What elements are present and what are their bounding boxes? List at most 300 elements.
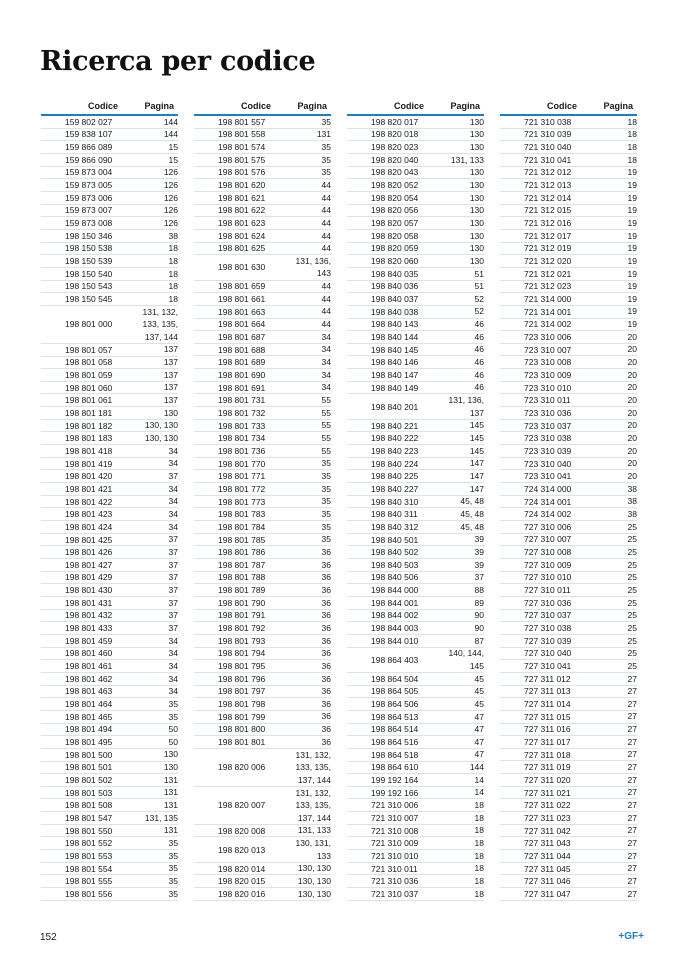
page-reference: 144 bbox=[469, 762, 484, 773]
table-row bbox=[347, 167, 484, 180]
product-code: 198 801 689 bbox=[218, 357, 266, 368]
product-code: 721 312 019 bbox=[524, 243, 572, 254]
table-row bbox=[347, 546, 484, 559]
page-reference: 137 bbox=[163, 382, 178, 393]
page-reference: 39 bbox=[474, 546, 484, 557]
page-reference: 25 bbox=[627, 572, 637, 583]
page-reference: 52 bbox=[474, 306, 484, 317]
page-reference: 46 bbox=[474, 319, 484, 330]
table-row bbox=[347, 154, 484, 167]
table-row bbox=[41, 686, 178, 699]
gf-logo: +GF+ bbox=[618, 931, 644, 942]
table-row bbox=[347, 610, 484, 623]
product-code: 727 310 036 bbox=[524, 597, 572, 608]
table-row bbox=[41, 546, 178, 559]
table-row bbox=[41, 534, 178, 547]
page-reference: 35 bbox=[321, 496, 331, 507]
page-reference: 45, 48 bbox=[460, 508, 484, 519]
product-code: 198 864 504 bbox=[371, 673, 419, 684]
product-code: 198 801 793 bbox=[218, 635, 266, 646]
product-code: 723 310 037 bbox=[524, 420, 572, 431]
product-code: 721 310 011 bbox=[371, 863, 418, 874]
product-code: 721 312 015 bbox=[524, 205, 572, 216]
table-row bbox=[347, 508, 484, 521]
column-header bbox=[500, 99, 637, 116]
table-row bbox=[41, 382, 178, 395]
table-row bbox=[347, 331, 484, 344]
page-reference: 130 bbox=[469, 205, 484, 216]
product-code: 727 311 019 bbox=[524, 762, 571, 773]
page-reference: 25 bbox=[627, 546, 637, 557]
page-reference: 27 bbox=[627, 888, 637, 899]
table-row bbox=[41, 622, 178, 635]
table-row bbox=[194, 458, 331, 471]
product-code: 727 311 013 bbox=[524, 686, 571, 697]
page-reference: 20 bbox=[627, 433, 637, 444]
table-row bbox=[41, 635, 178, 648]
table-row bbox=[500, 243, 637, 256]
product-code: 198 801 576 bbox=[218, 167, 266, 178]
page-reference: 130 bbox=[469, 217, 484, 228]
table-row bbox=[194, 407, 331, 420]
table-row bbox=[500, 432, 637, 445]
product-code: 198 840 223 bbox=[371, 445, 419, 456]
product-code: 198 801 796 bbox=[218, 673, 266, 684]
product-code: 727 310 041 bbox=[524, 661, 572, 672]
product-code: 198 801 731 bbox=[218, 395, 266, 406]
page-reference: 15 bbox=[168, 141, 178, 152]
page-reference: 18 bbox=[627, 116, 637, 127]
table-row bbox=[41, 407, 178, 420]
product-code: 721 314 002 bbox=[524, 319, 572, 330]
page-reference: 27 bbox=[627, 724, 637, 735]
page-title: Ricerca per codice bbox=[40, 46, 316, 77]
table-row bbox=[347, 711, 484, 724]
page-reference: 131 bbox=[163, 800, 178, 811]
table-row bbox=[500, 154, 637, 167]
product-code: 727 310 038 bbox=[524, 623, 572, 634]
table-row bbox=[41, 293, 178, 306]
table-row bbox=[347, 875, 484, 888]
product-code: 198 820 040 bbox=[371, 154, 419, 165]
product-code: 727 310 009 bbox=[524, 559, 572, 570]
table-row bbox=[347, 205, 484, 218]
page-reference: 55 bbox=[321, 433, 331, 444]
product-code: 198 840 149 bbox=[371, 382, 419, 393]
product-code: 198 801 057 bbox=[65, 344, 113, 355]
table-row bbox=[194, 281, 331, 294]
table-row bbox=[194, 192, 331, 205]
product-code: 723 310 009 bbox=[524, 369, 572, 380]
product-code: 159 873 008 bbox=[65, 218, 113, 229]
page-reference: 44 bbox=[321, 306, 331, 317]
table-row bbox=[347, 648, 484, 673]
table-row bbox=[500, 344, 637, 357]
product-code: 721 314 001 bbox=[524, 306, 572, 317]
table-row bbox=[500, 508, 637, 521]
product-code: 727 311 045 bbox=[524, 863, 571, 874]
table-row bbox=[194, 635, 331, 648]
product-code: 727 310 006 bbox=[524, 521, 572, 532]
page-reference: 131, 132, 133, 135, 137, 144 bbox=[142, 306, 178, 342]
product-code: 723 310 039 bbox=[524, 445, 572, 456]
table-row bbox=[194, 508, 331, 521]
page-header: Pagina bbox=[297, 101, 327, 111]
product-code: 198 801 461 bbox=[65, 661, 113, 672]
product-code: 198 801 788 bbox=[218, 572, 266, 583]
product-code: 198 801 419 bbox=[65, 458, 113, 469]
product-code: 198 801 736 bbox=[218, 445, 266, 456]
product-code: 198 840 147 bbox=[371, 369, 419, 380]
product-code: 198 820 058 bbox=[371, 230, 419, 241]
table-row bbox=[194, 483, 331, 496]
page-number: 152 bbox=[40, 932, 57, 943]
page-reference: 25 bbox=[627, 597, 637, 608]
product-code: 723 310 041 bbox=[524, 471, 572, 482]
product-code: 198 840 222 bbox=[371, 433, 419, 444]
page-reference: 18 bbox=[168, 293, 178, 304]
table-row bbox=[194, 344, 331, 357]
product-code: 198 820 043 bbox=[371, 167, 419, 178]
product-code: 198 801 433 bbox=[65, 623, 113, 634]
table-row bbox=[41, 736, 178, 749]
table-row bbox=[500, 559, 637, 572]
page-reference: 35 bbox=[321, 154, 331, 165]
table-row bbox=[500, 635, 637, 648]
table-row bbox=[194, 622, 331, 635]
table-row bbox=[347, 230, 484, 243]
product-code: 198 801 659 bbox=[218, 281, 266, 292]
page-reference: 25 bbox=[627, 521, 637, 532]
product-code: 723 310 036 bbox=[524, 407, 572, 418]
page-reference: 38 bbox=[627, 483, 637, 494]
product-code: 159 873 007 bbox=[65, 205, 113, 216]
table-row bbox=[500, 761, 637, 774]
product-code: 198 820 013 bbox=[218, 844, 266, 855]
column-header bbox=[347, 99, 484, 116]
page-reference: 18 bbox=[474, 800, 484, 811]
page-reference: 36 bbox=[321, 660, 331, 671]
product-code: 198 801 790 bbox=[218, 597, 266, 608]
table-row bbox=[347, 812, 484, 825]
page-reference: 126 bbox=[163, 167, 178, 178]
table-row bbox=[500, 483, 637, 496]
page-reference: 25 bbox=[627, 660, 637, 671]
table-row bbox=[347, 293, 484, 306]
table-row bbox=[194, 686, 331, 699]
product-code: 198 801 502 bbox=[65, 774, 113, 785]
page-reference: 46 bbox=[474, 382, 484, 393]
product-code: 198 840 312 bbox=[371, 521, 419, 532]
page-reference: 34 bbox=[168, 635, 178, 646]
page-reference: 34 bbox=[168, 458, 178, 469]
product-code: 198 801 418 bbox=[65, 445, 113, 456]
table-row bbox=[194, 445, 331, 458]
product-code: 727 311 017 bbox=[524, 736, 571, 747]
page-reference: 34 bbox=[321, 369, 331, 380]
product-code: 198 820 059 bbox=[371, 243, 419, 254]
code-header: Codice bbox=[87, 101, 118, 111]
table-row bbox=[500, 698, 637, 711]
page-reference: 20 bbox=[627, 471, 637, 481]
page-reference: 45, 48 bbox=[460, 496, 484, 507]
table-row bbox=[41, 230, 178, 243]
product-code: 198 801 427 bbox=[65, 559, 113, 570]
page-reference: 25 bbox=[627, 534, 637, 545]
product-code: 721 312 020 bbox=[524, 256, 572, 267]
table-row bbox=[347, 888, 484, 901]
table-row bbox=[41, 255, 178, 268]
page-reference: 27 bbox=[627, 762, 637, 773]
table-row bbox=[41, 306, 178, 344]
page-reference: 37 bbox=[168, 546, 178, 557]
page-reference: 87 bbox=[474, 635, 484, 646]
page-reference: 38 bbox=[627, 496, 637, 507]
product-code: 198 801 797 bbox=[218, 686, 266, 697]
product-code: 727 311 043 bbox=[524, 838, 571, 849]
page-reference: 37 bbox=[474, 572, 484, 583]
page-reference: 44 bbox=[321, 217, 331, 228]
table-row bbox=[500, 129, 637, 142]
product-code: 727 310 039 bbox=[524, 635, 572, 646]
page-reference: 34 bbox=[321, 382, 331, 393]
product-code: 198 801 432 bbox=[65, 610, 113, 621]
product-code: 198 840 227 bbox=[371, 483, 419, 494]
page-reference: 131 bbox=[316, 129, 331, 140]
page-reference: 20 bbox=[627, 458, 637, 469]
product-code: 721 310 009 bbox=[371, 838, 419, 849]
page-reference: 36 bbox=[321, 597, 331, 608]
table-row bbox=[500, 673, 637, 686]
page-reference: 14 bbox=[474, 787, 484, 798]
table-row bbox=[41, 154, 178, 167]
page-reference: 27 bbox=[627, 825, 637, 836]
table-row bbox=[194, 825, 331, 838]
page-reference: 37 bbox=[168, 471, 178, 482]
table-row bbox=[500, 660, 637, 673]
table-row bbox=[41, 141, 178, 154]
page-reference: 14 bbox=[474, 774, 484, 785]
page-reference: 25 bbox=[627, 559, 637, 570]
product-code: 724 314 002 bbox=[524, 509, 572, 520]
table-row bbox=[347, 281, 484, 294]
table-row bbox=[194, 749, 331, 787]
page-header: Pagina bbox=[144, 101, 174, 111]
product-code: 198 840 221 bbox=[371, 420, 419, 431]
table-row bbox=[500, 521, 637, 534]
page-reference: 20 bbox=[627, 344, 637, 355]
page-reference: 19 bbox=[627, 192, 637, 203]
page-reference: 131, 133 bbox=[450, 154, 484, 165]
page-reference: 34 bbox=[168, 445, 178, 456]
product-code: 198 844 010 bbox=[371, 635, 419, 646]
product-code: 198 864 506 bbox=[371, 699, 419, 710]
product-code: 198 820 018 bbox=[371, 129, 419, 140]
product-code: 198 801 795 bbox=[218, 661, 266, 672]
page-reference: 18 bbox=[168, 281, 178, 292]
page-reference: 131 bbox=[163, 774, 178, 785]
product-code: 198 801 061 bbox=[65, 395, 113, 406]
page-reference: 131, 132, 133, 135, 137, 144 bbox=[295, 787, 331, 823]
page-reference: 47 bbox=[474, 724, 484, 735]
product-code: 198 820 052 bbox=[371, 180, 419, 191]
page-reference: 35 bbox=[321, 116, 331, 127]
page-reference: 35 bbox=[321, 167, 331, 178]
table-row bbox=[500, 787, 637, 800]
table-row bbox=[347, 749, 484, 762]
product-code: 721 312 023 bbox=[524, 281, 572, 292]
product-code: 198 801 494 bbox=[65, 724, 113, 735]
product-code: 159 866 090 bbox=[65, 154, 113, 165]
table-row bbox=[347, 420, 484, 433]
product-code: 198 801 431 bbox=[65, 597, 113, 608]
page-reference: 44 bbox=[321, 319, 331, 330]
page-reference: 36 bbox=[321, 724, 331, 735]
table-row bbox=[41, 483, 178, 496]
page-reference: 18 bbox=[168, 243, 178, 254]
table-row bbox=[41, 559, 178, 572]
page-reference: 36 bbox=[321, 635, 331, 646]
table-row bbox=[194, 331, 331, 344]
product-code: 721 310 006 bbox=[371, 800, 419, 811]
table-row bbox=[347, 774, 484, 787]
product-code: 198 820 008 bbox=[218, 825, 266, 836]
table-row bbox=[500, 293, 637, 306]
product-code: 198 801 503 bbox=[65, 787, 113, 798]
page-reference: 36 bbox=[321, 584, 331, 595]
table-row bbox=[347, 686, 484, 699]
product-code: 198 864 403 bbox=[371, 654, 419, 665]
table-row bbox=[41, 762, 178, 775]
product-code: 727 310 037 bbox=[524, 610, 572, 621]
page-reference: 20 bbox=[627, 382, 637, 393]
product-code: 198 820 023 bbox=[371, 142, 419, 153]
table-row bbox=[500, 799, 637, 812]
page-reference: 20 bbox=[627, 420, 637, 431]
product-code: 721 310 036 bbox=[371, 876, 419, 887]
table-row bbox=[347, 863, 484, 876]
product-code: 198 801 422 bbox=[65, 496, 113, 507]
page-reference: 36 bbox=[321, 736, 331, 747]
table-row bbox=[41, 243, 178, 256]
table-row bbox=[500, 888, 637, 901]
page-reference: 18 bbox=[474, 825, 484, 836]
product-code: 198 801 732 bbox=[218, 407, 266, 418]
product-code: 198 801 688 bbox=[218, 344, 266, 355]
page-reference: 35 bbox=[321, 483, 331, 494]
page-reference: 144 bbox=[163, 129, 178, 140]
page-reference: 46 bbox=[474, 344, 484, 355]
page-reference: 131, 135 bbox=[144, 812, 178, 823]
table-row bbox=[194, 432, 331, 445]
table-row bbox=[500, 369, 637, 382]
page-reference: 18 bbox=[627, 154, 637, 165]
table-row bbox=[347, 382, 484, 395]
product-code: 721 310 010 bbox=[371, 850, 419, 861]
product-code: 721 312 014 bbox=[524, 192, 572, 203]
product-code: 198 801 547 bbox=[65, 812, 113, 823]
product-code: 198 801 798 bbox=[218, 699, 266, 710]
page-reference: 35 bbox=[321, 471, 331, 482]
page-reference: 19 bbox=[627, 179, 637, 190]
table-row bbox=[347, 597, 484, 610]
table-row bbox=[41, 584, 178, 597]
page-reference: 36 bbox=[321, 648, 331, 659]
page-reference: 131 bbox=[163, 787, 178, 798]
product-code: 198 840 501 bbox=[371, 534, 419, 545]
table-row bbox=[500, 230, 637, 243]
page-reference: 130 bbox=[469, 243, 484, 254]
page-reference: 34 bbox=[168, 686, 178, 697]
table-row bbox=[347, 850, 484, 863]
page-reference: 19 bbox=[627, 205, 637, 216]
product-code: 198 801 784 bbox=[218, 521, 266, 532]
product-code: 198 801 786 bbox=[218, 547, 266, 558]
code-header: Codice bbox=[393, 101, 424, 111]
product-code: 198 864 610 bbox=[371, 762, 419, 773]
product-code: 198 801 625 bbox=[218, 243, 266, 254]
page-reference: 130 bbox=[469, 129, 484, 140]
page-reference: 47 bbox=[474, 736, 484, 747]
page-reference: 137 bbox=[163, 369, 178, 380]
page-reference: 36 bbox=[321, 572, 331, 583]
product-code: 198 150 346 bbox=[65, 230, 113, 241]
page-reference: 130 bbox=[163, 762, 178, 773]
table-row bbox=[41, 610, 178, 623]
table-row bbox=[347, 572, 484, 585]
product-code: 198 801 773 bbox=[218, 496, 266, 507]
page-reference: 27 bbox=[627, 812, 637, 823]
product-code: 198 801 794 bbox=[218, 648, 266, 659]
page-reference: 130 bbox=[469, 179, 484, 190]
product-code: 198 801 501 bbox=[65, 762, 113, 773]
product-code: 721 310 008 bbox=[371, 825, 419, 836]
page-reference: 35 bbox=[168, 863, 178, 874]
table-row bbox=[347, 584, 484, 597]
page-reference: 50 bbox=[168, 736, 178, 747]
product-code: 721 310 037 bbox=[371, 888, 419, 899]
product-code: 198 801 181 bbox=[65, 407, 113, 418]
table-row bbox=[194, 888, 331, 901]
page-reference: 34 bbox=[168, 660, 178, 671]
page-reference: 51 bbox=[474, 268, 484, 279]
product-code: 198 801 425 bbox=[65, 534, 113, 545]
page-reference: 44 bbox=[321, 293, 331, 304]
product-code: 198 801 621 bbox=[218, 192, 266, 203]
page-reference: 147 bbox=[469, 483, 484, 494]
page-reference: 126 bbox=[163, 192, 178, 203]
table-row bbox=[194, 394, 331, 407]
table-row bbox=[500, 205, 637, 218]
table-row bbox=[41, 774, 178, 787]
table-row bbox=[347, 521, 484, 534]
page-reference: 38 bbox=[627, 508, 637, 519]
table-row bbox=[500, 622, 637, 635]
table-row bbox=[500, 546, 637, 559]
page-reference: 35 bbox=[168, 698, 178, 709]
table-row bbox=[194, 559, 331, 572]
product-code: 198 801 495 bbox=[65, 737, 113, 748]
table-row bbox=[41, 369, 178, 382]
table-row bbox=[194, 584, 331, 597]
product-code: 198 820 054 bbox=[371, 192, 419, 203]
product-code: 198 840 143 bbox=[371, 319, 419, 330]
page-reference: 130, 131, 133 bbox=[295, 838, 331, 861]
table-row bbox=[41, 458, 178, 471]
product-code: 727 311 022 bbox=[524, 800, 571, 811]
page-reference: 45 bbox=[474, 698, 484, 709]
page-reference: 27 bbox=[627, 838, 637, 849]
